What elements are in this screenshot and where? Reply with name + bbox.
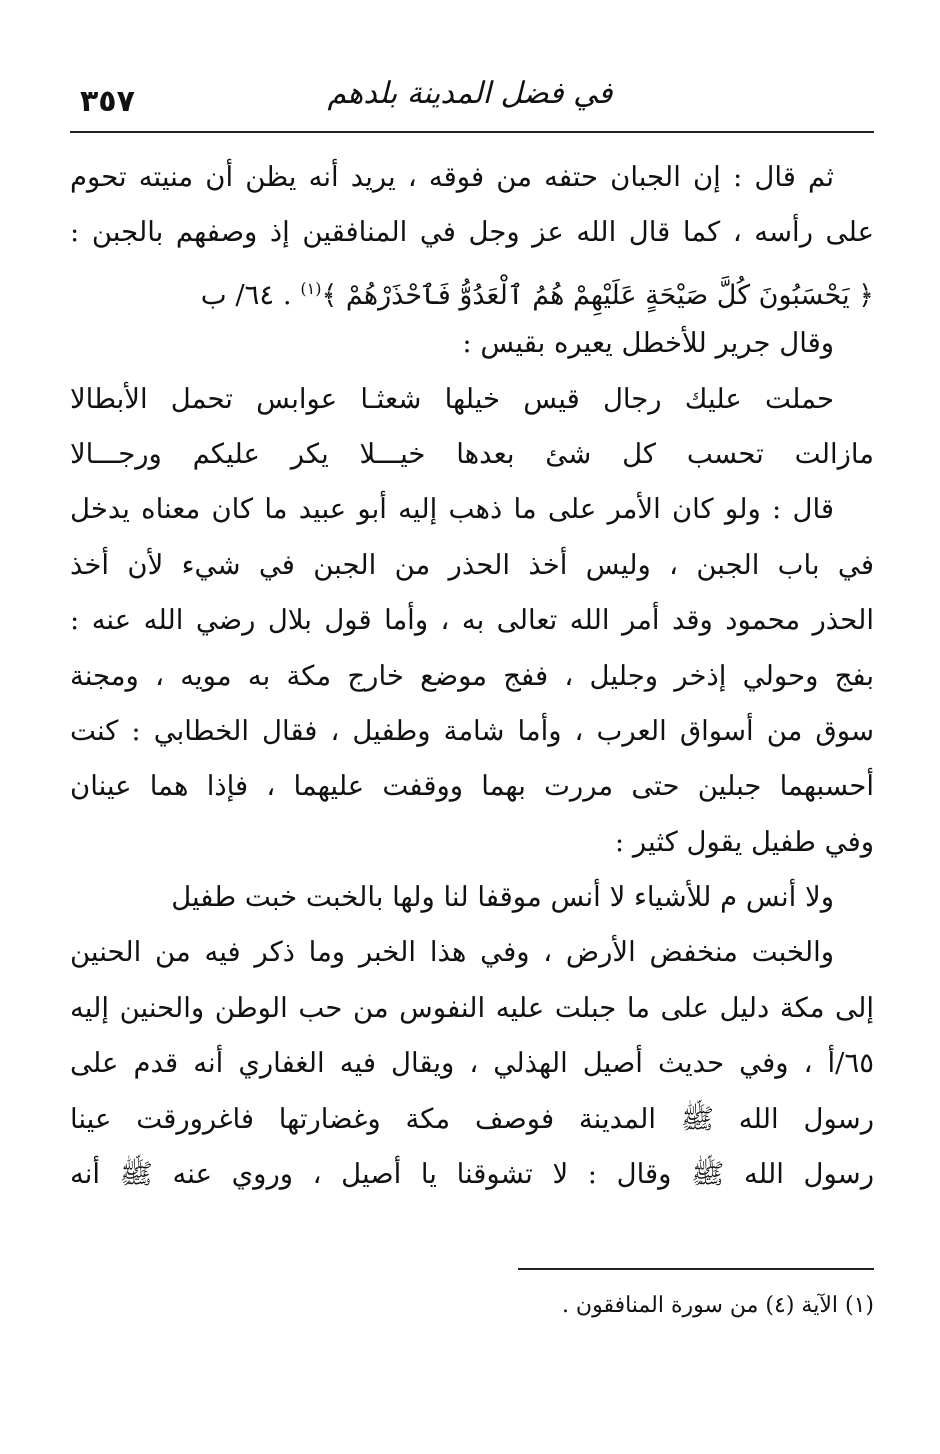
text-line: وقال جرير للأخطل يعيره بقيس : — [462, 327, 834, 360]
verse-line: مازالت تحسب كل شئ بعدها خيـــلا يكر عليكم ورجـــالا — [70, 437, 874, 470]
text-line: على رأسه ، كما قال الله عز وجل في المنافقين إذ وصفهم بالجبن : — [70, 216, 874, 249]
page-header — [70, 72, 870, 132]
text-line: إلى مكة دليل على ما جبلت عليه النفوس من حب الوطن والحنين إليه — [70, 991, 874, 1024]
verse-line: حملت عليك رجال قيس خيلها شعثـا عوابس تحمل الأبطالا — [70, 382, 834, 415]
text-line: ثم قال : إن الجبان حتفه من فوقه ، يريد أنه يظن أن منيته تحوم — [70, 161, 834, 193]
page-number: ٣٥٧ — [80, 84, 135, 119]
text-line: سوق من أسواق العرب ، وأما شامة وطفيل ، فقال الخطابي : كنت — [70, 714, 874, 747]
folio-marker: . ٦٤/ ب — [200, 278, 292, 311]
running-title: في فضل المدينة بلدهم — [327, 76, 613, 111]
text-line: في باب الجبن ، وليس أخذ الحذر من الجبن في شيء لأن أخذ — [70, 548, 874, 581]
text-line: أحسبهما جبلين حتى مررت بهما ووقفت عليهما ، فإذا هما عينان — [70, 770, 874, 803]
text-line: الحذر محمود وقد أمر الله تعالى به ، وأما قول بلال رضي الله عنه : — [70, 604, 874, 637]
text-line: ٦٥/أ ، وفي حديث أصيل الهذلي ، ويقال فيه الغفاري أنه قدم على — [70, 1047, 874, 1080]
verse-line: ولا أنس م للأشياء لا أنس موقفا لنا ولها بالخبت خبت طفيل — [171, 881, 834, 914]
text-line: قال : ولو كان الأمر على ما ذهب إليه أبو عبيد ما كان معناه يدخل — [70, 493, 834, 526]
text-line: والخبت منخفض الأرض ، وفي هذا الخبر وما ذكر فيه من الحنين — [70, 936, 834, 969]
body-text — [70, 150, 874, 1202]
footnote-rule — [518, 1268, 874, 1270]
text-line: وفي طفيل يقول كثير : — [614, 825, 874, 858]
text-line: رسول الله ﷺ وقال : لا تشوقنا يا أصيل ، وروي عنه ﷺ أنه — [70, 1158, 874, 1191]
text-line: بفج وحولي إذخر وجليل ، ففج موضع خارج مكة به مويه ، ومجنة — [70, 659, 874, 692]
text-line: رسول الله ﷺ المدينة فوصف مكة وغضارتها فاغرورقت عينا — [70, 1102, 874, 1135]
quran-verse: ﴿ يَحْسَبُونَ كُلَّ صَيْحَةٍ عَلَيْهِمْ هُمُ ٱلْعَدُوُّ فَٱحْذَرْهُمْ ﴾ — [321, 279, 874, 311]
quran-verse-line — [70, 261, 874, 316]
header-rule — [70, 131, 874, 133]
footnote: (١) الآية (٤) من سورة المنافقون . — [561, 1293, 874, 1318]
footnote-ref: (١) — [300, 278, 322, 298]
